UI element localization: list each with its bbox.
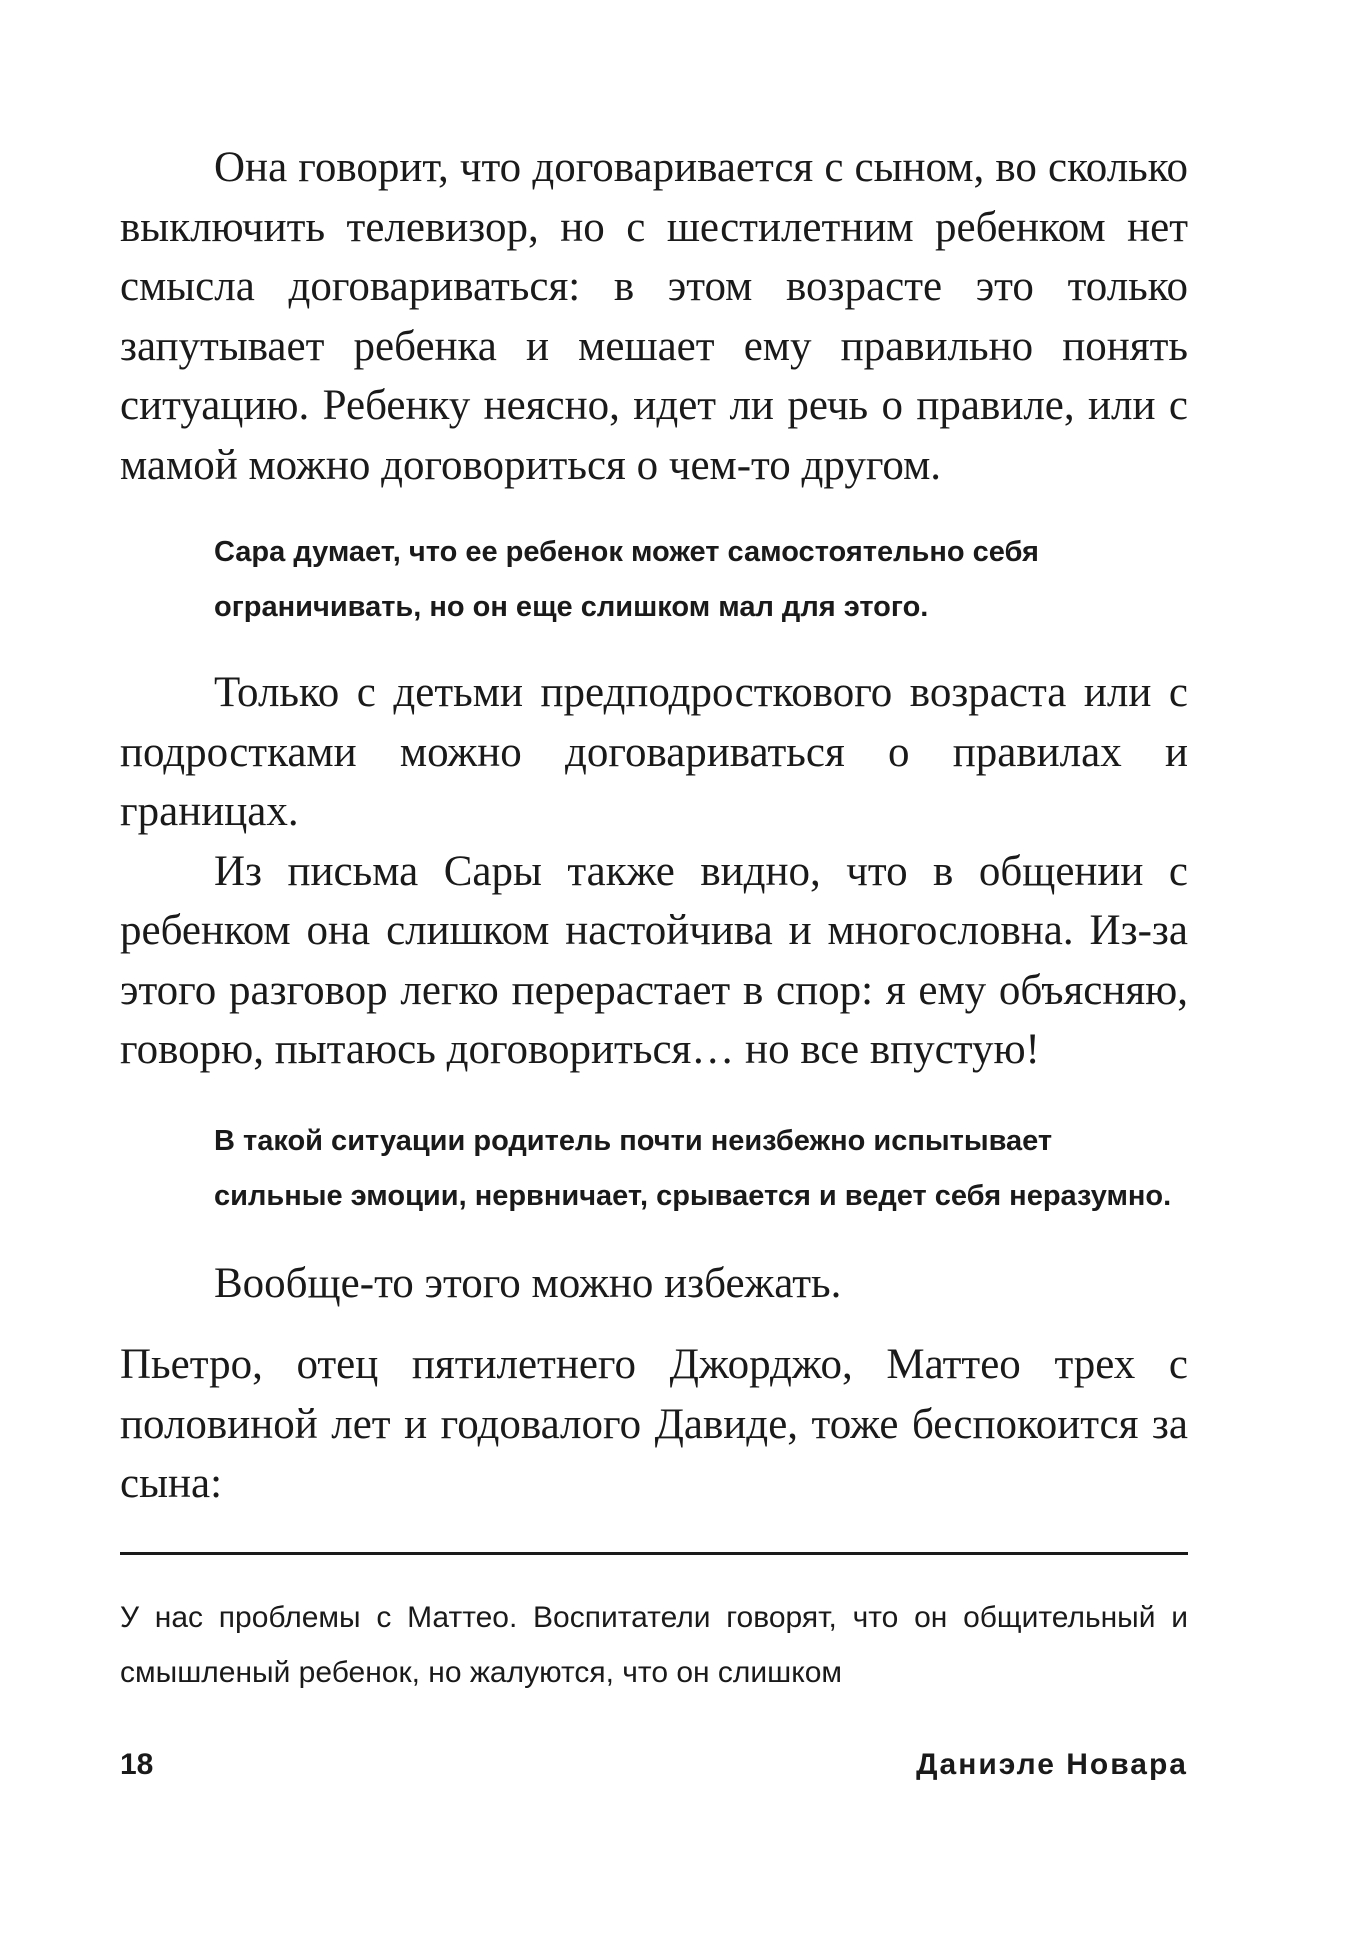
callout-self-limiting: Сара думает, что ее ребенок может самостоятельно себя ограничивать, но он еще слишком мал для этого. bbox=[214, 536, 1039, 623]
paragraph-negotiation: Она говорит, что договаривается с сыном, во сколько выключить телевизор, но с шестилетним ребенком нет смысла договариваться: в этом возрасте это только запутывает ребенка и мешает ему правильно понять ситуацию. Ребенку неясно, идет ли речь о правиле, или с мамой можно договориться о чем-то другом. bbox=[120, 144, 1188, 489]
running-footer-author: Даниэле Новара bbox=[916, 1748, 1188, 1781]
section-divider bbox=[120, 1552, 1188, 1555]
paragraph-pietro-intro: Пьетро, отец пятилетнего Джорджо, Маттео трех с половиной лет и годовалого Давиде, тоже беспокоится за сына: bbox=[120, 1341, 1188, 1507]
callout-parent-emotions: В такой ситуации родитель почти неизбежно испытывает сильные эмоции, нервничает, срывается и ведет себя неразумно. bbox=[214, 1124, 1172, 1212]
quoted-letter-text: У нас проблемы с Маттео. Воспитатели говорят, что он общительный и смышленый ребенок, но жалуются, что он слишком bbox=[120, 1601, 1188, 1689]
paragraph-teen-negotiation: Только с детьми предподросткового возраста или с подростками можно договариваться о правилах и границах. bbox=[120, 669, 1188, 835]
page-number: 18 bbox=[120, 1748, 154, 1781]
paragraph-sara-letter: Из письма Сары также видно, что в общении с ребенком она слишком настойчива и многословна. Из-за этого разговор легко перерастает в спор: я ему объясняю, говорю, пытаюсь договориться… но все впустую! bbox=[120, 847, 1188, 1073]
paragraph-avoidable: Вообще-то этого можно избежать. bbox=[214, 1259, 842, 1307]
book-page-body bbox=[120, 138, 1188, 1514]
